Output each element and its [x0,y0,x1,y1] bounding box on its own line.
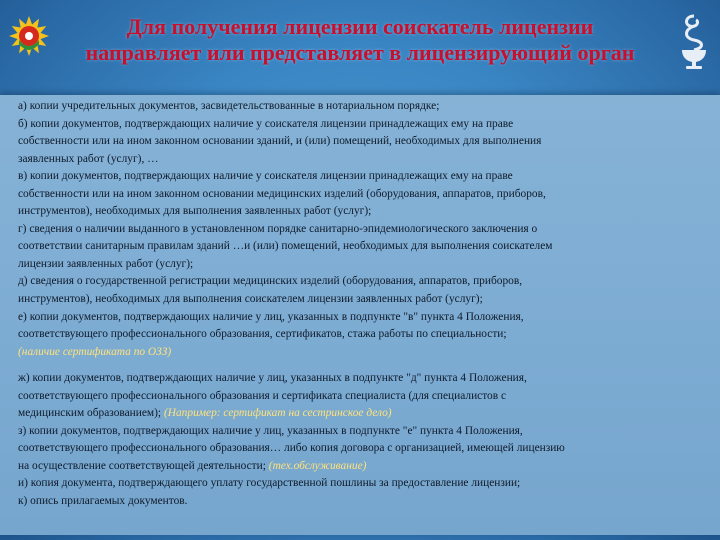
list-item-d-cont: инструментов), необходимых для выполнения соискателем лицензии заявленных работ (услуг); [18,293,483,306]
list-item-zh-text: медицинским образованием); [18,407,162,420]
list-item-v-cont: инструментов), необходимых для выполнения заявленных работ (услуг); [18,205,372,218]
note-z: (тех.обслуживание) [268,459,367,472]
list-item-d: д) сведения о государственной регистрации медицинских изделий (оборудования, аппаратов, приборов, [18,275,523,288]
list-item-e: е) копии документов, подтверждающих наличие у лиц, указанных в подпункте "в" пункта 4 Положения, [18,310,524,323]
list-item-g-cont: соответствии санитарным правилам зданий …и (или) помещений, необходимых для выполнения соискателем [18,240,553,253]
list-item-b: б) копии документов, подтверждающих наличие у соискателя лицензии принадлежащих ему на праве [18,117,514,130]
list-item-z-cont [18,458,710,476]
title-line: направляет или представляет в лицензирующий орган [85,40,635,65]
spacer [18,361,710,370]
note-zh: (Например: сертификат на сестринское дело) [163,407,392,420]
list-item-zh-cont [18,405,710,423]
list-item-z-cont: соответствующего профессионального образования… либо копия договора с организацией, имеющей лицензию [18,442,565,455]
sunflower-logo-icon [6,10,52,70]
list-item-z-text: на осуществление соответствующей деятельности; [18,459,266,472]
list-item-v-cont: собственности или на ином законном основании медицинских изделий (оборудования, аппаратов, приборов, [18,187,546,200]
title-line: Для получения лицензии соискатель лицензии [126,14,594,39]
list-item-zh: ж) копии документов, подтверждающих наличие у лиц, указанных в подпункте "д" пункта 4 Положения, [18,372,527,385]
list-item-b-cont: заявленных работ (услуг), … [18,152,159,165]
list-item-g: г) сведения о наличии выданного в установленном порядке санитарно-эпидемиологического заключения о [18,222,538,235]
list-item-b-cont: собственности или на ином законном основании зданий, и (или) помещений, необходимых для выполнения [18,135,542,148]
note-e: (наличие сертификата по ОЗЗ) [18,345,172,358]
list-item-zh-cont: соответствующего профессионального образования и сертификата специалиста (для специалистов с [18,389,507,402]
document-list [18,98,710,511]
medical-snake-bowl-icon [676,12,712,70]
list-item-k: к) опись прилагаемых документов. [18,495,188,508]
list-item-g-cont: лицензии заявленных работ (услуг); [18,257,194,270]
list-item-v: в) копии документов, подтверждающих наличие у соискателя лицензии принадлежащих ему на праве [18,170,513,183]
page-title [56,14,664,66]
list-item-a: а) копии учредительных документов, засвидетельствованные в нотариальном порядке; [18,100,440,112]
list-item-i: и) копия документа, подтверждающего уплату государственной пошлины за предоставление лицензии; [18,477,521,490]
list-item-e-cont: соответствующего профессионального образования, сертификатов, стажа работы по специальности; [18,328,507,341]
list-item-z: з) копии документов, подтверждающих наличие у лиц, указанных в подпункте "е" пункта 4 Положения, [18,424,523,437]
